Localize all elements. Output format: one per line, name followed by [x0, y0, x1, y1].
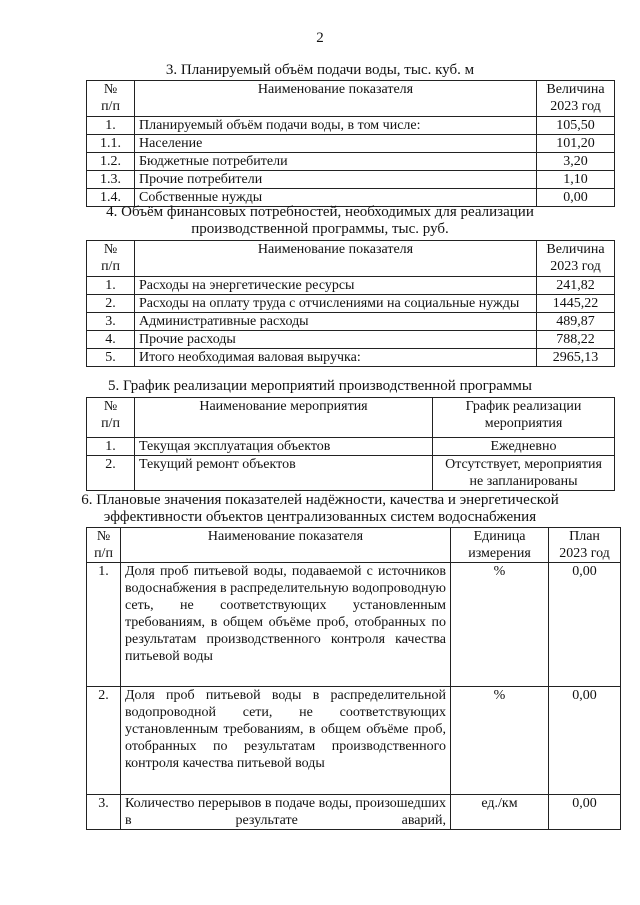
row-plan: 0,00: [549, 563, 621, 687]
col-header-number: № п/п: [87, 398, 135, 438]
table-financial-needs: [86, 240, 615, 367]
section-6-title: [0, 492, 640, 526]
row-number: 3.: [87, 313, 135, 331]
row-name: Доля проб питьевой воды, подаваемой с источников водоснабжения в распределительную водопроводную сеть, не соответствующих установленным требованиям, в общем объёме проб, отобранных по результатам производственного контроля качества питьевой воды: [121, 563, 451, 687]
row-name: Количество перерывов в подаче воды, произошедших в результате аварий,: [121, 795, 451, 830]
table-row: [87, 563, 621, 687]
row-unit: %: [451, 563, 549, 687]
row-name: Собственные нужды: [135, 189, 537, 207]
table-row: [87, 313, 615, 331]
table-row: [87, 295, 615, 313]
row-name: Расходы на энергетические ресурсы: [135, 277, 537, 295]
row-schedule: Отсутствует, мероприятия не запланированы: [433, 456, 615, 491]
section-4-title: [0, 204, 640, 238]
section-6-title-line-2: эффективности объектов централизованных систем водоснабжения: [103, 509, 537, 525]
row-number: 1.4.: [87, 189, 135, 207]
page-number: 2: [316, 30, 324, 46]
row-name: Административные расходы: [135, 313, 537, 331]
col-header-number: № п/п: [87, 81, 135, 117]
table-row: [87, 135, 615, 153]
table-row: [87, 331, 615, 349]
row-number: 1.: [87, 438, 135, 456]
row-number: 2.: [87, 687, 121, 795]
row-value: 101,20: [537, 135, 615, 153]
table-row: [87, 277, 615, 295]
row-value: 489,87: [537, 313, 615, 331]
row-number: 5.: [87, 349, 135, 367]
row-number: 1.: [87, 277, 135, 295]
section-4-title-line-1: 4. Объём финансовых потребностей, необходимых для реализации: [106, 204, 534, 220]
row-value: 105,50: [537, 117, 615, 135]
col-header-plan: План 2023 год: [549, 528, 621, 563]
row-name: Итого необходимая валовая выручка:: [135, 349, 537, 367]
col-header-activity: Наименование мероприятия: [135, 398, 433, 438]
table-schedule: [86, 397, 615, 491]
table-row: [87, 171, 615, 189]
row-name: Прочие потребители: [135, 171, 537, 189]
table-row: [87, 117, 615, 135]
col-header-number: № п/п: [87, 241, 135, 277]
row-schedule: Ежедневно: [433, 438, 615, 456]
row-number: 2.: [87, 295, 135, 313]
table-row: [87, 349, 615, 367]
row-value: 1445,22: [537, 295, 615, 313]
row-plan: 0,00: [549, 687, 621, 795]
row-value: 3,20: [537, 153, 615, 171]
row-name: Население: [135, 135, 537, 153]
row-value: 1,10: [537, 171, 615, 189]
row-value: 2965,13: [537, 349, 615, 367]
col-header-value: Величина 2023 год: [537, 241, 615, 277]
row-unit: %: [451, 687, 549, 795]
col-header-name: Наименование показателя: [135, 81, 537, 117]
col-header-value: Величина 2023 год: [537, 81, 615, 117]
row-value: 0,00: [537, 189, 615, 207]
row-unit: ед./км: [451, 795, 549, 830]
row-number: 1.1.: [87, 135, 135, 153]
col-header-number: № п/п: [87, 528, 121, 563]
section-6-title-line-1: 6. Плановые значения показателей надёжности, качества и энергетической: [81, 492, 559, 508]
col-header-unit: Единица измерения: [451, 528, 549, 563]
row-name: Текущий ремонт объектов: [135, 456, 433, 491]
col-header-name: Наименование показателя: [121, 528, 451, 563]
col-header-name: Наименование показателя: [135, 241, 537, 277]
row-number: 1.: [87, 563, 121, 687]
row-number: 2.: [87, 456, 135, 491]
row-value: 788,22: [537, 331, 615, 349]
table-row: [87, 687, 621, 795]
col-header-schedule: График реализации мероприятия: [433, 398, 615, 438]
section-3-title: 3. Планируемый объём подачи воды, тыс. куб. м: [165, 62, 475, 78]
row-number: 4.: [87, 331, 135, 349]
row-plan: 0,00: [549, 795, 621, 830]
section-4-title-line-2: производственной программы, тыс. руб.: [191, 221, 449, 237]
row-name: Доля проб питьевой воды в распределительной водопроводной сети, не соответствующих установленным требованиям, в общем объёме проб, отобранных по результатам производственного контроля качества питьевой воды: [121, 687, 451, 795]
row-number: 1.2.: [87, 153, 135, 171]
table-row: [87, 795, 621, 830]
row-name: Бюджетные потребители: [135, 153, 537, 171]
table-water-supply: [86, 80, 615, 207]
row-name: Прочие расходы: [135, 331, 537, 349]
table-row: [87, 153, 615, 171]
table-row: [87, 438, 615, 456]
row-number: 3.: [87, 795, 121, 830]
row-name: Планируемый объём подачи воды, в том числе:: [135, 117, 537, 135]
row-name: Текущая эксплуатация объектов: [135, 438, 433, 456]
table-indicators: [86, 527, 621, 830]
row-number: 1.: [87, 117, 135, 135]
row-number: 1.3.: [87, 171, 135, 189]
table-row: [87, 456, 615, 491]
row-name: Расходы на оплату труда с отчислениями на социальные нужды: [135, 295, 537, 313]
row-value: 241,82: [537, 277, 615, 295]
section-5-title: 5. График реализации мероприятий производственной программы: [108, 378, 532, 394]
